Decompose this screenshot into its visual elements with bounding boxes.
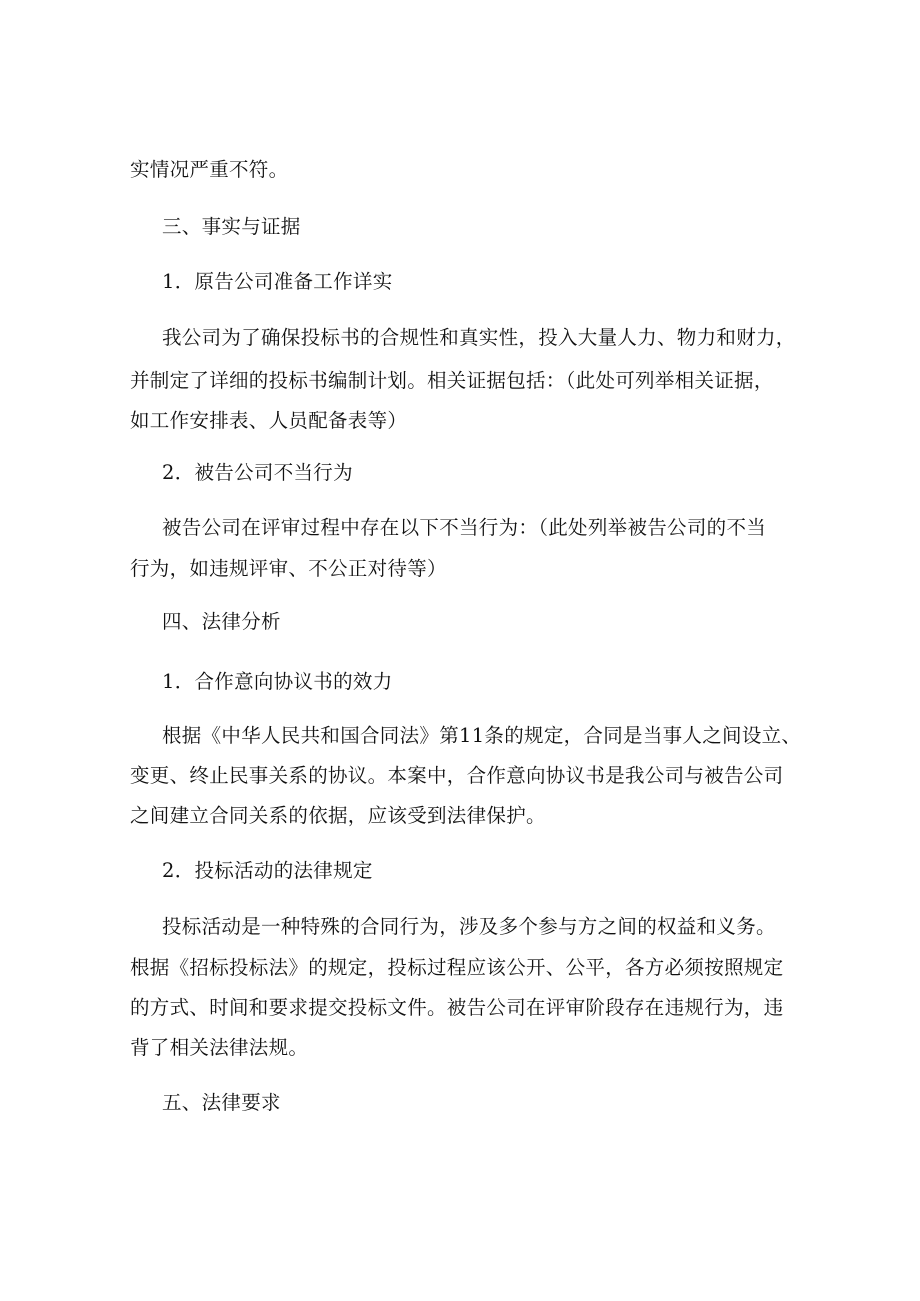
paragraph-line: 根据《招标投标法》的规定，投标过程应该公开、公平，各方必须按照规定 [130,956,784,979]
section-heading: 四、法律分析 [162,610,281,633]
paragraph-line: 变更、终止民事关系的协议。本案中，合作意向协议书是我公司与被告公司 [130,764,784,787]
paragraph-line: 的方式、时间和要求提交投标文件。被告公司在评审阶段存在违规行为，违 [130,996,784,1019]
section-heading: 五、法律要求 [162,1091,281,1114]
subsection-heading: 1．原告公司准备工作详实 [162,270,393,293]
section-heading: 三、事实与证据 [162,215,301,238]
paragraph-line: 之间建立合同关系的依据，应该受到法律保护。 [130,804,546,827]
paragraph-line: 行为，如违规评审、不公正对待等） [130,557,447,580]
paragraph-line: 投标活动是一种特殊的合同行为，涉及多个参与方之间的权益和义务。 [162,915,776,938]
paragraph-line: 实情况严重不符。 [130,158,289,181]
paragraph-line: 我公司为了确保投标书的合规性和真实性，投入大量人力、物力和财力， [162,326,796,349]
subsection-heading: 2．投标活动的法律规定 [162,859,373,882]
paragraph-line: 如工作安排表、人员配备表等） [130,409,408,432]
paragraph-line: 并制定了详细的投标书编制计划。相关证据包括：（此处可列举相关证据， [130,369,774,392]
paragraph-line: 被告公司在评审过程中存在以下不当行为：（此处列举被告公司的不当 [162,516,767,539]
paragraph-line: 背了相关法律法规。 [130,1036,309,1059]
subsection-heading: 1．合作意向协议书的效力 [162,670,393,693]
subsection-heading: 2．被告公司不当行为 [162,461,353,484]
paragraph-line: 根据《中华人民共和国合同法》第11条的规定，合同是当事人之间设立、 [162,724,802,747]
